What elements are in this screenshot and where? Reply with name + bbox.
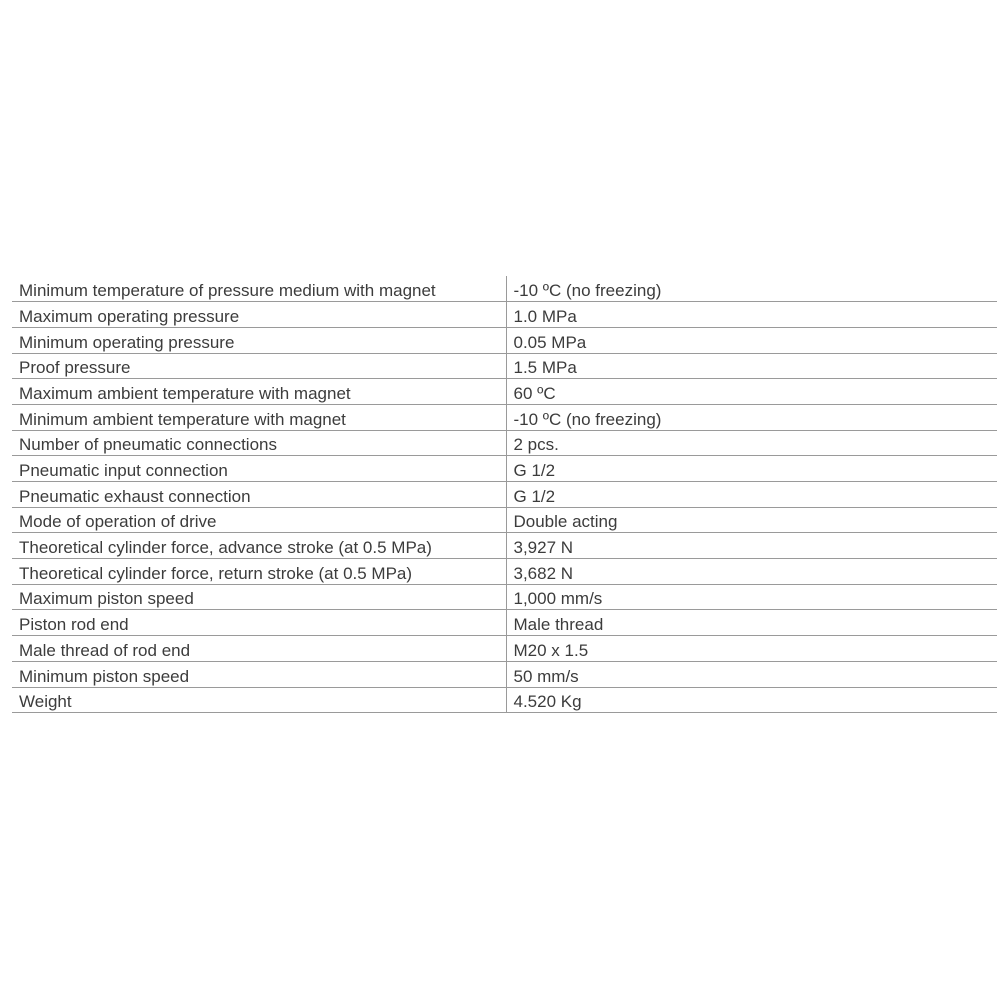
table-row <box>12 456 997 482</box>
table-row <box>12 636 997 662</box>
spec-name: Minimum temperature of pressure medium with magnet <box>12 276 506 302</box>
spec-name: Mode of operation of drive <box>12 507 506 533</box>
spec-name: Pneumatic exhaust connection <box>12 482 506 508</box>
spec-name: Pneumatic input connection <box>12 456 506 482</box>
spec-value: M20 x 1.5 <box>506 636 997 662</box>
spec-name: Piston rod end <box>12 610 506 636</box>
spec-name: Minimum piston speed <box>12 661 506 687</box>
spec-table <box>12 276 997 713</box>
table-row <box>12 661 997 687</box>
spec-name: Theoretical cylinder force, return stroke (at 0.5 MPa) <box>12 559 506 585</box>
spec-value: 60 ºC <box>506 379 997 405</box>
spec-value: 1.0 MPa <box>506 302 997 328</box>
table-row <box>12 533 997 559</box>
spec-value: 2 pcs. <box>506 430 997 456</box>
spec-value: 4.520 Kg <box>506 687 997 713</box>
table-row <box>12 379 997 405</box>
spec-value: -10 ºC (no freezing) <box>506 276 997 302</box>
spec-value: Double acting <box>506 507 997 533</box>
table-row <box>12 584 997 610</box>
spec-name: Maximum operating pressure <box>12 302 506 328</box>
spec-value: G 1/2 <box>506 456 997 482</box>
table-row <box>12 302 997 328</box>
table-row <box>12 687 997 713</box>
spec-name: Maximum ambient temperature with magnet <box>12 379 506 405</box>
spec-value: Male thread <box>506 610 997 636</box>
spec-name: Minimum ambient temperature with magnet <box>12 404 506 430</box>
table-row <box>12 404 997 430</box>
spec-value: -10 ºC (no freezing) <box>506 404 997 430</box>
spec-value: 3,927 N <box>506 533 997 559</box>
spec-name: Proof pressure <box>12 353 506 379</box>
table-row <box>12 507 997 533</box>
spec-name: Minimum operating pressure <box>12 327 506 353</box>
table-row <box>12 353 997 379</box>
table-row <box>12 559 997 585</box>
spec-name: Male thread of rod end <box>12 636 506 662</box>
spec-name: Weight <box>12 687 506 713</box>
spec-value: G 1/2 <box>506 482 997 508</box>
table-row <box>12 327 997 353</box>
spec-name: Number of pneumatic connections <box>12 430 506 456</box>
table-row <box>12 430 997 456</box>
spec-value: 0.05 MPa <box>506 327 997 353</box>
spec-name: Theoretical cylinder force, advance stroke (at 0.5 MPa) <box>12 533 506 559</box>
spec-value: 3,682 N <box>506 559 997 585</box>
table-row <box>12 276 997 302</box>
spec-name: Maximum piston speed <box>12 584 506 610</box>
spec-value: 1.5 MPa <box>506 353 997 379</box>
table-row <box>12 610 997 636</box>
table-row <box>12 482 997 508</box>
spec-value: 50 mm/s <box>506 661 997 687</box>
spec-value: 1,000 mm/s <box>506 584 997 610</box>
